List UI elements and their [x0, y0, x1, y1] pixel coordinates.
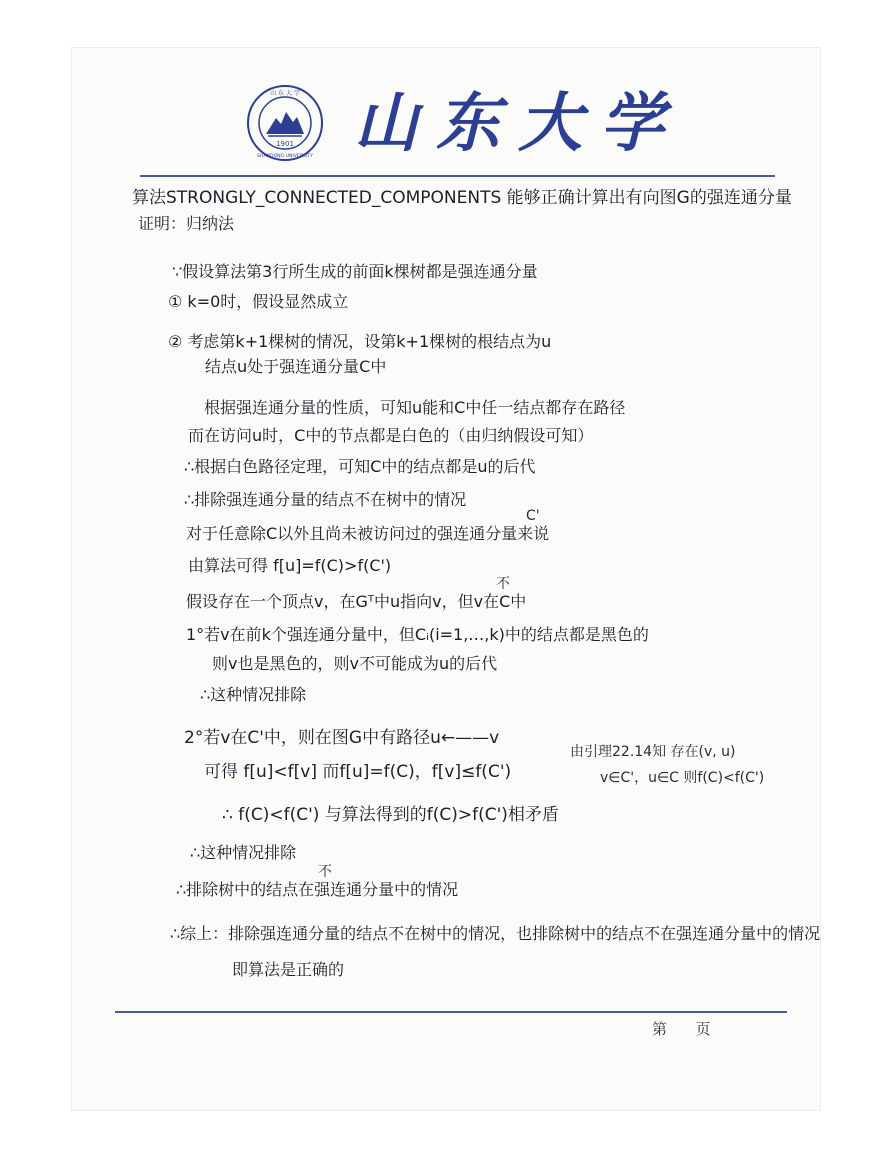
c-prime-mark: C' — [526, 508, 540, 524]
side-note-edge: v∈C'，u∈C 则f(C)<f(C') — [600, 770, 765, 786]
case-2: 2°若v在C'中，则在图G中有路径u←——v — [184, 728, 500, 748]
case-1: 1°若v在前k个强连通分量中，但Cᵢ(i=1,…,k)中的结点都是黑色的 — [186, 625, 649, 644]
proof-method: 证明：归纳法 — [138, 214, 235, 233]
property-line: 根据强连通分量的性质，可知u能和C中任一结点都存在路径 — [204, 398, 626, 417]
exclude-line-2: ∴排除树中的结点在强连通分量中的情况 — [176, 880, 459, 899]
university-name-calligraphy: 山东大学 — [354, 86, 682, 161]
case-2-excluded: ∴这种情况排除 — [190, 843, 297, 862]
case-1-excluded: ∴这种情况排除 — [200, 685, 307, 704]
white-path-line: ∴根据白色路径定理，可知C中的结点都是u的后代 — [184, 457, 536, 476]
proof-title: 算法STRONGLY_CONNECTED_COMPONENTS 能够正确计算出有向图G的强连通分量 — [132, 188, 792, 208]
insert-mark-not-2: 不 — [318, 864, 332, 880]
seal-year: 1901 — [276, 140, 294, 148]
footer-rule — [115, 1011, 787, 1013]
other-components-line: 对于任意除C以外且尚未被访问过的强连通分量来说 — [186, 524, 550, 543]
case-2-finish-times: 可得 f[u]<f[v] 而f[u]=f(C)，f[v]≤f(C') — [204, 762, 512, 782]
contradiction-line: ∴ f(C)<f(C') 与算法得到的f(C)>f(C')相矛盾 — [222, 805, 559, 825]
inductive-step: ② 考虑第k+1棵树的情况，设第k+1棵树的根结点为u — [168, 332, 552, 351]
exclude-line-1: ∴排除强连通分量的结点不在树中的情况 — [184, 490, 467, 509]
root-component-line: 结点u处于强连通分量C中 — [205, 357, 387, 376]
assumption-line: 假设存在一个顶点v，在Gᵀ中u指向v，但v在C中 — [186, 592, 527, 611]
summary-line: ∴综上：排除强连通分量的结点不在树中的情况，也排除树中的结点不在强连通分量中的情况 — [170, 924, 821, 943]
header-rule — [140, 175, 775, 177]
side-note-lemma: 由引理22.14知 存在(v, u) — [570, 744, 736, 760]
algorithm-inequality: 由算法可得 f[u]=f(C)>f(C') — [188, 556, 392, 575]
case-1-consequence: 则v也是黑色的，则v不可能成为u的后代 — [212, 654, 498, 673]
insert-mark-not: 不 — [496, 576, 510, 592]
visit-line: 而在访问u时，C中的节点都是白色的（由归纳假设可知） — [188, 426, 594, 445]
base-case: ① k=0时，假设显然成立 — [168, 292, 349, 311]
inductive-hypothesis: ∵假设算法第3行所生成的前面k棵树都是强连通分量 — [172, 262, 538, 281]
university-seal — [246, 84, 324, 162]
seal-bottom-text: SHANDONG UNIVERSITY — [257, 154, 313, 159]
page-number-label: 第 页 — [652, 1020, 711, 1038]
seal-top-text: 山 东 大 学 — [270, 90, 300, 97]
conclusion-line: 即算法是正确的 — [232, 960, 345, 979]
